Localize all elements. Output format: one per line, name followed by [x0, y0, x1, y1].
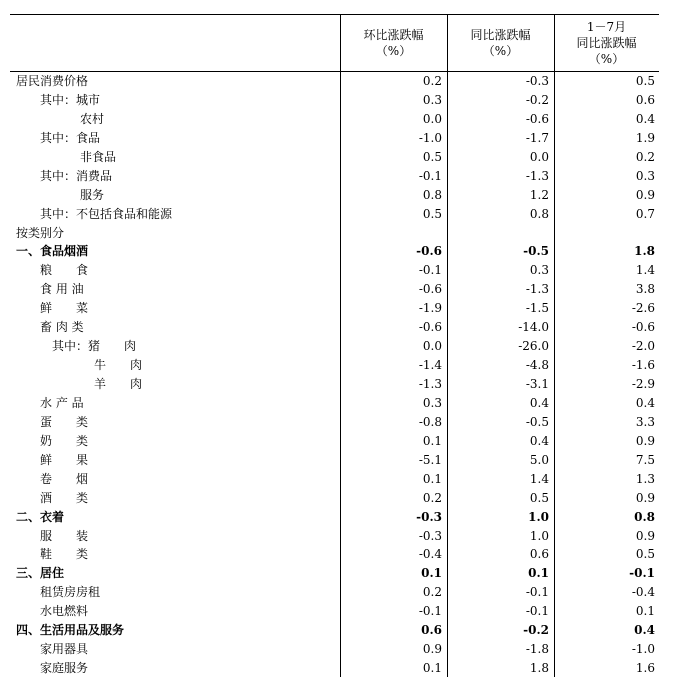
value-yoy: -26.0	[518, 339, 549, 354]
value-mom: 0.1	[422, 471, 442, 486]
row-label: 其中：城市	[40, 92, 101, 107]
row-label: 水电燃料	[40, 604, 89, 619]
value-ytd: -1.0	[631, 642, 655, 657]
row-label: 二、衣着	[16, 509, 65, 524]
value-yoy: -1.3	[525, 282, 549, 297]
value-mom: -0.1	[418, 263, 442, 278]
column-divider	[447, 14, 448, 677]
header-ytd-line1: 1－7月	[586, 20, 627, 34]
table-row	[10, 318, 659, 337]
table-row	[10, 583, 659, 602]
table-row	[10, 394, 659, 413]
value-yoy: 0.4	[529, 395, 549, 410]
header-ytd-line2: 同比涨跌幅	[576, 36, 637, 50]
row-label: 家庭服务	[40, 661, 89, 676]
cpi-table	[10, 14, 659, 678]
value-yoy: 0.3	[529, 263, 549, 278]
value-yoy: 1.8	[529, 661, 549, 676]
table-row	[10, 375, 659, 394]
header-yoy-line1: 同比涨跌幅	[470, 28, 531, 42]
value-ytd: 1.8	[634, 244, 655, 259]
table-row	[10, 261, 659, 280]
value-mom: 0.5	[422, 149, 442, 164]
row-label: 鞋 类	[40, 547, 89, 562]
value-ytd: -0.4	[631, 585, 655, 600]
value-ytd: 0.9	[635, 490, 655, 505]
value-mom: -1.0	[418, 130, 442, 145]
table-row	[10, 451, 659, 470]
value-ytd: 1.6	[635, 661, 655, 676]
value-ytd: -2.0	[631, 339, 655, 354]
value-ytd: 1.9	[635, 130, 655, 145]
value-ytd: 0.9	[635, 528, 655, 543]
value-mom: -0.3	[416, 509, 442, 524]
row-label: 鲜 菜	[40, 301, 89, 316]
value-mom: 0.1	[421, 566, 442, 581]
value-yoy: -0.2	[525, 92, 549, 107]
table-row	[10, 242, 659, 261]
value-yoy: -1.8	[525, 642, 549, 657]
table-row	[10, 299, 659, 318]
header-mom	[340, 15, 447, 71]
value-ytd: 0.5	[635, 74, 655, 88]
value-ytd: 1.4	[635, 263, 655, 278]
row-label: 三、居住	[16, 566, 65, 581]
header-yoy-line2: （%）	[482, 44, 519, 58]
table-header	[10, 14, 659, 72]
value-ytd: 3.8	[635, 282, 655, 297]
value-yoy: -0.5	[525, 414, 549, 429]
row-label: 租赁房房租	[40, 585, 101, 600]
value-yoy: 1.0	[528, 509, 549, 524]
value-ytd: -0.1	[629, 566, 655, 581]
value-mom: -0.6	[416, 244, 442, 259]
row-label: 粮 食	[40, 263, 89, 278]
row-label: 食 用 油	[40, 282, 84, 297]
value-mom: -5.1	[418, 452, 442, 467]
value-yoy: -0.1	[525, 604, 549, 619]
value-ytd: 0.7	[635, 206, 655, 221]
row-label: 服务	[80, 187, 105, 202]
value-mom: -0.6	[418, 320, 442, 335]
value-ytd: 0.4	[635, 111, 655, 126]
value-mom: -1.9	[418, 301, 442, 316]
row-label: 其中：猪 肉	[52, 339, 137, 354]
value-ytd: 0.8	[634, 509, 655, 524]
value-mom: -1.4	[418, 358, 442, 373]
table-row	[10, 110, 659, 129]
row-label: 卷 烟	[40, 471, 89, 486]
row-label: 非食品	[80, 149, 117, 164]
value-yoy: 1.2	[529, 187, 549, 202]
value-ytd: 0.5	[635, 547, 655, 562]
row-label: 水 产 品	[40, 395, 84, 410]
value-yoy: -0.1	[525, 585, 549, 600]
table-row	[10, 413, 659, 432]
table-row	[10, 167, 659, 186]
value-mom: -0.4	[418, 547, 442, 562]
value-ytd: -2.6	[631, 301, 655, 316]
value-mom: 0.2	[422, 585, 442, 600]
row-label: 畜 肉 类	[40, 320, 84, 335]
value-ytd: 0.1	[635, 604, 655, 619]
header-mom-line1: 环比涨跌幅	[363, 28, 424, 42]
header-yoy	[447, 15, 554, 71]
value-mom: -1.3	[418, 377, 442, 391]
value-yoy: 1.0	[529, 528, 549, 543]
table-row	[10, 489, 659, 508]
value-mom: 0.5	[422, 206, 442, 221]
value-yoy: -1.3	[525, 168, 549, 183]
table-row	[10, 129, 659, 148]
value-ytd: 0.2	[635, 149, 655, 164]
value-ytd: 1.3	[635, 471, 655, 486]
value-mom: -0.1	[418, 604, 442, 619]
value-yoy: 0.8	[529, 206, 549, 221]
value-mom: 0.9	[422, 642, 442, 657]
value-yoy: 0.6	[529, 547, 549, 562]
row-label: 奶 类	[40, 433, 89, 448]
value-yoy: -4.8	[525, 358, 549, 373]
value-yoy: -0.2	[523, 623, 549, 638]
row-label: 牛 肉	[94, 358, 143, 373]
table-body	[10, 72, 659, 678]
value-mom: 0.3	[422, 395, 442, 410]
value-yoy: 5.0	[529, 452, 549, 467]
table-row	[10, 508, 659, 527]
row-label: 四、生活用品及服务	[16, 623, 125, 638]
value-ytd: 0.3	[635, 168, 655, 183]
column-divider	[554, 14, 555, 677]
value-mom: 0.3	[422, 92, 442, 107]
table-row	[10, 527, 659, 546]
value-mom: -0.1	[418, 168, 442, 183]
table-row	[10, 72, 659, 91]
table-row	[10, 148, 659, 167]
value-ytd: -2.9	[631, 377, 655, 391]
row-label: 一、食品烟酒	[16, 244, 89, 259]
value-ytd: -0.6	[631, 320, 655, 335]
row-label: 家用器具	[40, 642, 89, 657]
value-yoy: 0.5	[529, 490, 549, 505]
row-label: 其中：不包括食品和能源	[40, 206, 173, 221]
value-yoy: 1.4	[529, 471, 549, 486]
table-row	[10, 432, 659, 451]
value-ytd: 0.9	[635, 433, 655, 448]
header-ytd-line3: （%）	[588, 52, 625, 66]
table-row	[10, 602, 659, 621]
table-row	[10, 659, 659, 678]
value-mom: -0.8	[418, 414, 442, 429]
value-mom: 0.1	[422, 661, 442, 676]
value-mom: 0.6	[421, 623, 442, 638]
value-mom: 0.2	[422, 74, 442, 88]
value-yoy: -1.5	[525, 301, 549, 316]
value-yoy: 0.1	[528, 566, 549, 581]
value-yoy: -14.0	[518, 320, 549, 335]
table-row	[10, 224, 659, 243]
row-label: 羊 肉	[94, 377, 143, 391]
table-row	[10, 545, 659, 564]
table-row	[10, 91, 659, 110]
table-row	[10, 280, 659, 299]
value-ytd: 0.9	[635, 187, 655, 202]
value-mom: -0.3	[418, 528, 442, 543]
table-row	[10, 186, 659, 205]
value-yoy: -0.6	[525, 111, 549, 126]
table-row	[10, 621, 659, 640]
value-ytd: 0.4	[635, 395, 655, 410]
value-ytd: 0.4	[634, 623, 655, 638]
value-mom: 0.0	[422, 111, 442, 126]
value-yoy: -0.5	[523, 244, 549, 259]
value-yoy: 0.0	[529, 149, 549, 164]
value-ytd: 7.5	[635, 452, 655, 467]
column-divider	[340, 14, 341, 677]
header-mom-line2: （%）	[375, 44, 412, 58]
row-label: 服 装	[40, 528, 89, 543]
row-label: 其中：食品	[40, 130, 101, 145]
row-label: 蛋 类	[40, 414, 89, 429]
value-ytd: 0.6	[635, 92, 655, 107]
value-yoy: 0.4	[529, 433, 549, 448]
row-label: 鲜 果	[40, 452, 89, 467]
table-row	[10, 205, 659, 224]
value-ytd: 3.3	[635, 414, 655, 429]
table-row	[10, 564, 659, 583]
value-mom: -0.6	[418, 282, 442, 297]
row-label: 居民消费价格	[16, 74, 89, 88]
table-row	[10, 640, 659, 659]
table-row	[10, 356, 659, 375]
table-row	[10, 470, 659, 489]
value-ytd: -1.6	[631, 358, 655, 373]
value-mom: 0.0	[422, 339, 442, 354]
value-yoy: -1.7	[525, 130, 549, 145]
row-label: 按类别分	[16, 225, 65, 240]
row-label: 酒 类	[40, 490, 89, 505]
row-label: 农村	[80, 111, 105, 126]
header-ytd	[554, 15, 659, 71]
row-label: 其中：消费品	[40, 168, 113, 183]
value-mom: 0.8	[422, 187, 442, 202]
value-yoy: -0.3	[525, 74, 549, 88]
value-mom: 0.1	[422, 433, 442, 448]
value-mom: 0.2	[422, 490, 442, 505]
table-row	[10, 337, 659, 356]
value-yoy: -3.1	[525, 377, 549, 391]
